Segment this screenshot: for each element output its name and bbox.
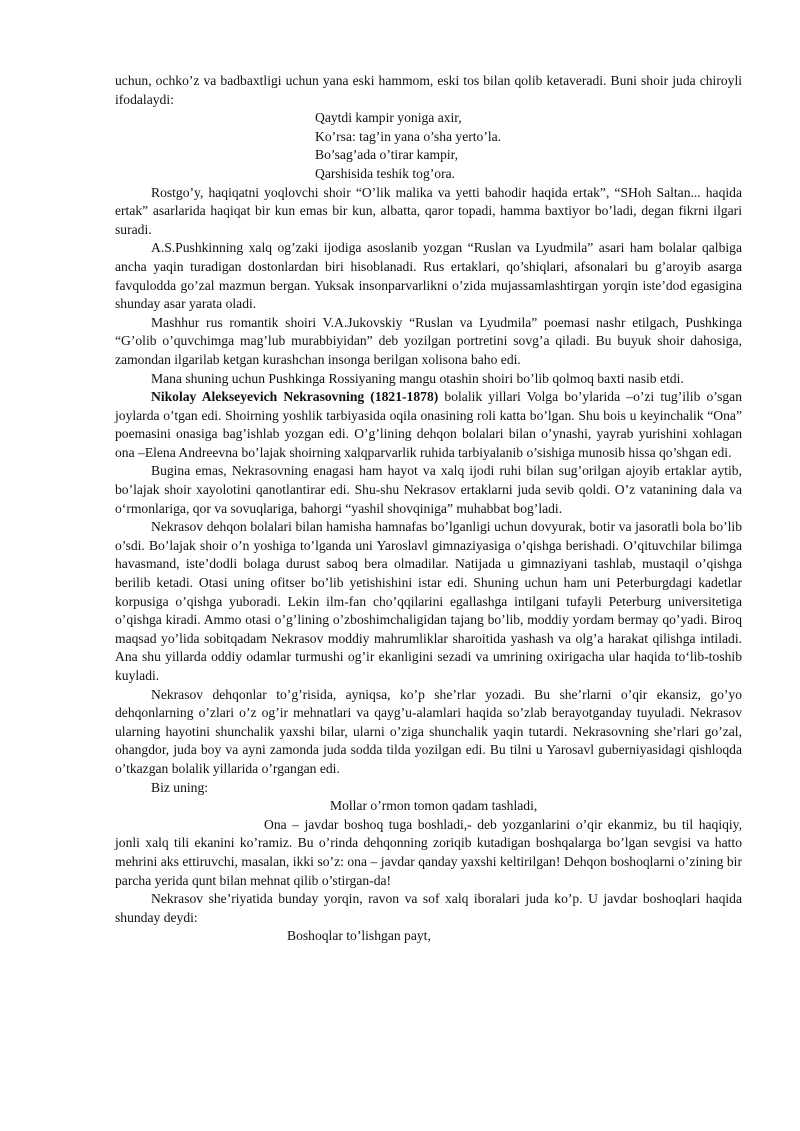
verse-line: Ko’rsa: tag’in yana o’sha yerto’la. bbox=[315, 128, 502, 144]
paragraph: Rostgo’y, haqiqatni yoqlovchi shoir “O’lik malika va yetti bahodir haqida ertak”, “SHoh Saltan... haqida ertak” asarlarida haqiqat bir kun emas bir kun, albatta, qaror topadi, hamma baxtiyor bo’ladi, degan fikrni ilgari suradi. bbox=[115, 184, 742, 237]
paragraph: Biz uning: bbox=[151, 779, 209, 795]
verse-quote bbox=[115, 109, 742, 183]
bold-heading-name: Nikolay Alekseyevich Nekrasovning (1821-1878) bbox=[151, 389, 439, 405]
paragraph: Bugina emas, Nekrasovning enagasi ham hayot va xalq ijodi ruhi bilan sug’orilgan ajoyib ertaklar aytib, bo’lajak shoir xayolotini qanotlantirar edi. Shu-shu Nekrasov ertaklarni juda sevib qoldi. O’z vatanining dala va oʻrmonlariga, qor va sovuqlariga, bahorgi “yashil shovqiniga” muhabbat bog’ladi. bbox=[115, 463, 742, 516]
poem-line: Mollar o’rmon tomon qadam tashladi, bbox=[330, 798, 538, 814]
poem-line: Boshoqlar to’lishgan payt, bbox=[287, 928, 431, 944]
paragraph: Nekrasov dehqonlar to’g’risida, ayniqsa, ko’p she’rlar yozadi. Bu she’rlarni o’qir ekansiz, go’yo dehqonlarning o’zlari o’z og’ir mehnatlari va qayg’u-alamlari haqida so’zlab berayotganday tuyuladi. Nekrasov ularning hayotini shunchalik yaxshi bilar, ularni o’ziga shunchalik yaqin tutardi. Nekrasovning she’rlari go’zal, ohangdor, juda boy va ayni zamonda juda sodda tilda yozilgan edi. Bu tilni u Yarosavl guberniyasidagi qishloqda o’tkazgan bolalik yillarida o’rgangan edi. bbox=[115, 686, 742, 776]
verse-line: Qaytdi kampir yoniga axir, bbox=[315, 110, 462, 126]
paragraph-text: bolalik yillari Volga bo’ylarida –o’zi tug’ilib o’sgan joylarda o’tgan edi. Shoirning yoshlik tarbiyasida oqila onasining roli katta bo’lgan. Shu bois u keyinchalik “Ona” poemasini onasiga bag’ishlab yozgan edi. O’g’lining dehqon bolalari bilan o’ynashi, yayrab yurishini xohlagan ona –Elena Andreevna bo’lajak shoirning xalqparvarlik ruhida tarbiyalanib o’sishiga munosib hissa qo’shgan edi. bbox=[115, 389, 742, 460]
paragraph: Mashhur rus romantik shoiri V.A.Jukovskiy “Ruslan va Lyudmila” poemasi nashr etilgach, Pushkinga “G’olib o’quvchimga mag’lub murabbiyidan” deb yozilgan portretini sovg’a qiladi. Bu buyuk shoir dahosiga, zamondan ilgarilab ketgan kurashchan insonga berilgan xolisona baho edi. bbox=[115, 314, 742, 367]
paragraph: Nekrasov she’riyatida bunday yorqin, ravon va sof xalq iboralari juda ko’p. U javdar boshoqlari haqida shunday deydi: bbox=[115, 891, 742, 925]
poem-line-with-commentary: Ona – javdar boshoq tuga boshladi,- deb yozganlarini o’qir ekanmiz, bu til haqiqiy, jonli xalq tili ekanini ko’ramiz. Bu o’rinda dehqonning zoriqib kutadigan boshqalarga bo’lgan sevgisi va hatto mehrini aks ettiruvchi, masalan, ikki so’z: ona – javdar qanday yaxshi keltirilgan! Dehqon boshoqlarni o’zining bir parcha yerida qunt bilan mehnat qilib o’stirgan-da! bbox=[115, 816, 742, 888]
document-body bbox=[115, 72, 742, 946]
verse-line: Bo’sag’ada o’tirar kampir, bbox=[315, 147, 459, 163]
paragraph-intro: uchun, ochko’z va badbaxtligi uchun yana eski hammom, eski tos bilan qolib ketaveradi. Buni shoir juda chiroyli ifodalaydi: bbox=[115, 73, 742, 107]
paragraph: A.S.Pushkinning xalq og’zaki ijodiga asoslanib yozgan “Ruslan va Lyudmila” asari ham bolalar qalbiga ancha yaqin turadigan dostonlardan biri hisoblanadi. Rus ertaklari, qo’shiqlari, afsonalari bu g’aroyib asarga favqulodda go’zal mazmun bergan. Yuksak insonparvarlikni o’zida mujassamlashtirgan yorqin iste’dod egasigina shunday asar yarata oladi. bbox=[115, 240, 742, 312]
paragraph: Mana shuning uchun Pushkinga Rossiyaning mangu otashin shoiri bo’lib qolmoq baxti nasib etdi. bbox=[151, 370, 684, 386]
paragraph: Nekrasov dehqon bolalari bilan hamisha hamnafas bo’lganligi uchun dovyurak, botir va jasoratli bola bo’lib o’sdi. Bo’lajak shoir o’n yoshiga to’lganda uni Yaroslavl gimnaziyasiga o’qishga berishadi. O’qituvchilar bilimga havasmand, iste’dodli bolaga durust saboq bera olmadilar. Natijada u gimnaziyani tashlab, mustaqil o’qishga berilib ketadi. Otasi uning ofitser bo’lib yetishishini istar edi. Shuning uchun ham uni Peterburgdagi kadetlar korpusiga o’qishga yuboradi. Lekin ilm-fan cho’qqilarini egallashga intilgani tufayli Peterburg universitetiga o’qishga kiradi. Ammo otasi o’g’lining o’zboshimchaligidan tajang bo’lib, moddiy yordam bermay qo’yadi. Biroq maqsad yo’lida sobitqadam Nekrasov moddiy mahrumliklar sharoitida yashash va olg’a harakat qilishga intiladi. Ana shu yillarda oddiy odamlar turmushi og’ir ekanligini sezadi va umrining oxirigacha ular haqida toʻlib-toshib kuyladi. bbox=[115, 519, 742, 683]
verse-line: Qarshisida teshik tog’ora. bbox=[315, 165, 456, 181]
paragraph-nekrasov bbox=[115, 388, 742, 462]
